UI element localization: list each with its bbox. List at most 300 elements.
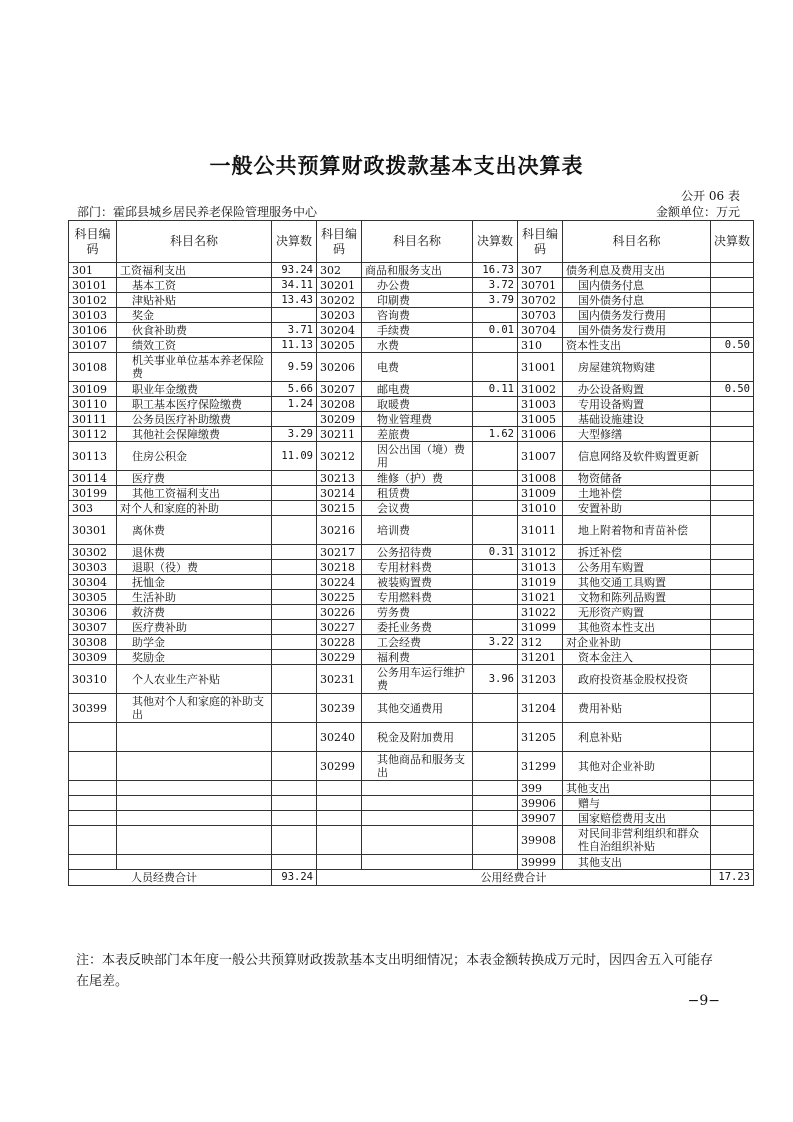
table-row [69,471,754,486]
subject-amount [473,855,518,870]
subject-code: 30209 [317,412,362,427]
subject-amount [711,694,754,723]
subject-name: 资本性支出 [563,338,711,353]
subject-amount [272,516,317,545]
subject-name: 基础设施建设 [563,412,711,427]
subject-name: 其他资本性支出 [563,620,711,635]
subject-amount [473,442,518,471]
subject-code: 31013 [518,560,563,575]
subject-name [117,811,272,826]
subject-name: 印刷费 [362,293,473,308]
subject-code: 30114 [69,471,117,486]
subject-amount [272,471,317,486]
table-row [69,575,754,590]
subject-amount [473,501,518,516]
subject-name: 利息补贴 [563,723,711,752]
subject-code: 399 [518,781,563,796]
subject-code: 30231 [317,665,362,694]
subject-name: 职业年金缴费 [117,382,272,397]
subject-amount [711,723,754,752]
table-note: 注：本表反映部门本年度一般公共预算财政拨款基本支出明细情况；本表金额转换成万元时，因四舍五入可能存在尾差。 [76,953,714,989]
subject-name: 咨询费 [362,308,473,323]
subject-amount [711,486,754,501]
subject-code: 30212 [317,442,362,471]
subject-amount [473,781,518,796]
subject-code [317,811,362,826]
subject-name: 其他对企业补助 [563,752,711,781]
subject-name: 土地补偿 [563,486,711,501]
subject-amount: 11.09 [272,442,317,471]
subject-amount [272,605,317,620]
subject-amount: 0.11 [473,382,518,397]
subject-name: 取暖费 [362,397,473,412]
subject-code: 30103 [69,308,117,323]
subject-code: 30399 [69,694,117,723]
table-row [69,308,754,323]
subject-amount [473,308,518,323]
subject-code: 30306 [69,605,117,620]
header-code: 科目编码 [518,221,563,263]
subject-code: 30302 [69,545,117,560]
subject-code: 301 [69,263,117,278]
subject-name: 生活补助 [117,590,272,605]
table-row [69,427,754,442]
subject-code: 39906 [518,796,563,811]
subject-name: 国外债务付息 [563,293,711,308]
subject-name: 奖励金 [117,650,272,665]
table-row [69,545,754,560]
subject-amount: 1.62 [473,427,518,442]
subject-amount [711,353,754,382]
subject-amount [272,545,317,560]
subject-code: 30227 [317,620,362,635]
subject-code: 30240 [317,723,362,752]
subject-name [117,855,272,870]
subject-name: 因公出国（境）费用 [362,442,473,471]
subject-code: 30703 [518,308,563,323]
subject-name: 绩效工资 [117,338,272,353]
subject-name [362,781,473,796]
header-amount: 决算数 [272,221,317,263]
subject-code: 30229 [317,650,362,665]
subject-code: 30224 [317,575,362,590]
subject-code: 30307 [69,620,117,635]
subject-amount: 3.71 [272,323,317,338]
subject-amount: 13.43 [272,293,317,308]
subject-name: 其他商品和服务支出 [362,752,473,781]
subject-code [69,723,117,752]
subject-name: 退休费 [117,545,272,560]
subject-code: 30108 [69,353,117,382]
subject-amount [473,694,518,723]
subject-name: 租赁费 [362,486,473,501]
subject-code: 31002 [518,382,563,397]
subject-name: 对企业补助 [563,635,711,650]
subject-amount [272,826,317,855]
subject-name: 费用补贴 [563,694,711,723]
subject-name: 奖金 [117,308,272,323]
subject-amount [272,665,317,694]
subject-name: 退职（役）费 [117,560,272,575]
table-row [69,397,754,412]
subject-name: 住房公积金 [117,442,272,471]
subject-name: 公务用车购置 [563,560,711,575]
subject-amount: 9.59 [272,353,317,382]
table-row [69,796,754,811]
subject-amount [272,781,317,796]
table-row [69,323,754,338]
subject-name: 机关事业单位基本养老保险费 [117,353,272,382]
subject-code: 30217 [317,545,362,560]
personnel-total-label: 人员经费合计 [69,870,272,886]
subject-code: 30112 [69,427,117,442]
subject-name: 拆迁补偿 [563,545,711,560]
subject-name: 债务利息及费用支出 [563,263,711,278]
subject-amount [473,723,518,752]
subject-name: 救济费 [117,605,272,620]
subject-code: 303 [69,501,117,516]
table-row [69,353,754,382]
subject-code: 30102 [69,293,117,308]
subject-code: 31021 [518,590,563,605]
table-row [69,278,754,293]
subject-code: 39908 [518,826,563,855]
subject-code: 31203 [518,665,563,694]
subject-amount: 3.22 [473,635,518,650]
table-row [69,650,754,665]
page-number: −9− [687,993,720,1009]
subject-name: 物资储备 [563,471,711,486]
header-code: 科目编码 [69,221,117,263]
subject-name: 个人农业生产补贴 [117,665,272,694]
subject-amount [711,826,754,855]
subject-amount [473,471,518,486]
subject-amount [711,278,754,293]
subject-code [69,781,117,796]
subject-amount [711,397,754,412]
subject-code: 30109 [69,382,117,397]
subject-name: 维修（护）费 [362,471,473,486]
subject-amount [272,650,317,665]
subject-amount: 3.79 [473,293,518,308]
subject-code [317,826,362,855]
header-name: 科目名称 [563,221,711,263]
subject-code: 31011 [518,516,563,545]
table-row [69,855,754,870]
subject-amount [711,752,754,781]
subject-amount: 0.50 [711,338,754,353]
subject-amount [473,752,518,781]
subject-amount: 5.66 [272,382,317,397]
subject-code: 30310 [69,665,117,694]
personnel-total-value: 93.24 [272,870,317,886]
subject-name: 文物和陈列品购置 [563,590,711,605]
subject-amount [272,575,317,590]
subject-code: 31012 [518,545,563,560]
subject-name: 专用设备购置 [563,397,711,412]
subject-name [117,752,272,781]
subject-code: 31204 [518,694,563,723]
subject-name: 工会经费 [362,635,473,650]
subject-name: 离休费 [117,516,272,545]
subject-code: 39999 [518,855,563,870]
subject-name: 津贴补贴 [117,293,272,308]
subject-amount [473,353,518,382]
subject-amount [711,650,754,665]
subject-code: 30202 [317,293,362,308]
subject-amount [711,293,754,308]
table-row [69,752,754,781]
subject-code: 30201 [317,278,362,293]
subject-code: 31010 [518,501,563,516]
table-row [69,442,754,471]
subject-code: 30214 [317,486,362,501]
subject-amount [272,635,317,650]
subject-amount [711,620,754,635]
subject-name: 国内债务付息 [563,278,711,293]
subject-code: 31008 [518,471,563,486]
subject-name: 医疗费 [117,471,272,486]
subject-amount [272,308,317,323]
subject-name: 其他社会保障缴费 [117,427,272,442]
subject-name [362,826,473,855]
subject-name: 抚恤金 [117,575,272,590]
subject-amount: 11.13 [272,338,317,353]
page-title: 一般公共预算财政拨款基本支出决算表 [209,154,584,178]
subject-name: 工资福利支出 [117,263,272,278]
subject-amount [272,796,317,811]
subject-amount [473,620,518,635]
subject-name: 国内债务发行费用 [563,308,711,323]
table-row [69,620,754,635]
subject-amount [711,811,754,826]
subject-code: 30208 [317,397,362,412]
subject-code [69,811,117,826]
table-row [69,412,754,427]
subject-name: 地上附着物和青苗补偿 [563,516,711,545]
subject-name: 安置补助 [563,501,711,516]
subject-code: 30216 [317,516,362,545]
subject-code: 30308 [69,635,117,650]
subject-amount [711,308,754,323]
subject-amount: 0.31 [473,545,518,560]
table-row [69,293,754,308]
subject-name: 基本工资 [117,278,272,293]
subject-name: 办公费 [362,278,473,293]
subject-name: 政府投资基金股权投资 [563,665,711,694]
subject-name: 职工基本医疗保险缴费 [117,397,272,412]
subject-amount [473,575,518,590]
subject-code: 30226 [317,605,362,620]
table-header [69,221,754,263]
subject-code: 30304 [69,575,117,590]
subject-amount [473,412,518,427]
subject-amount [473,338,518,353]
subject-code: 30211 [317,427,362,442]
subject-amount: 3.29 [272,427,317,442]
subject-name: 劳务费 [362,605,473,620]
subject-name: 其他支出 [563,855,711,870]
department-label: 部门：霍邱县城乡居民养老保险管理服务中心 [77,205,318,219]
subject-code: 30207 [317,382,362,397]
subject-name [362,811,473,826]
subject-amount [473,796,518,811]
subject-code: 30239 [317,694,362,723]
subject-code: 31009 [518,486,563,501]
subject-name: 委托业务费 [362,620,473,635]
table-row [69,338,754,353]
subject-name: 对个人和家庭的补助 [117,501,272,516]
subject-amount: 93.24 [272,263,317,278]
subject-amount [473,650,518,665]
subject-name: 商品和服务支出 [362,263,473,278]
subject-name [362,796,473,811]
subject-amount: 0.50 [711,382,754,397]
header-name: 科目名称 [362,221,473,263]
subject-name [117,723,272,752]
subject-code: 310 [518,338,563,353]
subject-code: 30215 [317,501,362,516]
subject-code: 30206 [317,353,362,382]
subject-name: 其他对个人和家庭的补助支出 [117,694,272,723]
subject-code: 30107 [69,338,117,353]
subject-code: 30204 [317,323,362,338]
subject-code: 31007 [518,442,563,471]
subject-code: 39907 [518,811,563,826]
header-amount: 决算数 [711,221,754,263]
subject-name: 专用燃料费 [362,590,473,605]
subject-name: 手续费 [362,323,473,338]
subject-name [117,796,272,811]
subject-amount: 0.01 [473,323,518,338]
subject-amount [272,412,317,427]
subject-amount [711,516,754,545]
subject-amount [711,575,754,590]
table-row [69,723,754,752]
subject-amount [711,665,754,694]
table-row [69,501,754,516]
subject-code: 30205 [317,338,362,353]
subject-name: 差旅费 [362,427,473,442]
subject-name: 伙食补助费 [117,323,272,338]
subject-amount [711,323,754,338]
subject-amount [272,694,317,723]
subject-amount [473,560,518,575]
subject-code [69,752,117,781]
subject-name: 公务招待费 [362,545,473,560]
subject-code: 30303 [69,560,117,575]
subject-code: 30225 [317,590,362,605]
subject-amount [272,723,317,752]
subject-code: 30113 [69,442,117,471]
subject-code: 30702 [518,293,563,308]
subject-amount [711,781,754,796]
subject-code: 30218 [317,560,362,575]
subject-amount [272,501,317,516]
subject-code: 31019 [518,575,563,590]
subject-code [69,855,117,870]
table-row [69,665,754,694]
table-row [69,811,754,826]
subject-code: 30701 [518,278,563,293]
header-code: 科目编码 [317,221,362,263]
subject-code: 30203 [317,308,362,323]
subject-amount [473,590,518,605]
subject-name: 会议费 [362,501,473,516]
header-amount: 决算数 [473,221,518,263]
table-row [69,263,754,278]
subject-amount [711,427,754,442]
table-row [69,486,754,501]
subject-code [317,781,362,796]
subject-name: 水费 [362,338,473,353]
subject-code: 30111 [69,412,117,427]
subject-amount: 3.72 [473,278,518,293]
subject-name: 大型修缮 [563,427,711,442]
table-row [69,560,754,575]
subject-name: 其他支出 [563,781,711,796]
subject-code: 30301 [69,516,117,545]
subject-name [117,826,272,855]
subject-code: 30299 [317,752,362,781]
subject-name: 房屋建筑物购建 [563,353,711,382]
header-name: 科目名称 [117,221,272,263]
subject-code: 31205 [518,723,563,752]
subject-code: 31006 [518,427,563,442]
table-row [69,590,754,605]
subject-amount [272,590,317,605]
subject-name: 医疗费补助 [117,620,272,635]
table-row [69,635,754,650]
subject-amount [473,397,518,412]
form-number: 公开 06 表 [681,189,740,203]
subject-name: 福利费 [362,650,473,665]
subject-name: 资本金注入 [563,650,711,665]
subject-name: 公务员医疗补助缴费 [117,412,272,427]
subject-code: 30305 [69,590,117,605]
subject-code: 30309 [69,650,117,665]
amount-unit: 金额单位：万元 [655,205,740,219]
expenditure-table [68,220,754,886]
subject-amount [473,486,518,501]
subject-code: 31001 [518,353,563,382]
table-row [69,781,754,796]
subject-name: 其他交通费用 [362,694,473,723]
subject-name: 国外债务发行费用 [563,323,711,338]
subject-amount [711,501,754,516]
table-row [69,605,754,620]
subject-amount: 1.24 [272,397,317,412]
subject-name: 赠与 [563,796,711,811]
subject-name: 物业管理费 [362,412,473,427]
subject-code: 30106 [69,323,117,338]
subject-code: 30199 [69,486,117,501]
subject-name: 办公设备购置 [563,382,711,397]
subject-name: 税金及附加费用 [362,723,473,752]
subject-code: 31099 [518,620,563,635]
subject-amount [272,855,317,870]
subject-name: 助学金 [117,635,272,650]
subject-name: 被装购置费 [362,575,473,590]
subject-amount [711,471,754,486]
subject-name: 专用材料费 [362,560,473,575]
subject-code: 31003 [518,397,563,412]
subject-code: 30101 [69,278,117,293]
subject-amount [272,620,317,635]
subject-name: 其他工资福利支出 [117,486,272,501]
subject-amount [473,811,518,826]
subject-amount [711,796,754,811]
